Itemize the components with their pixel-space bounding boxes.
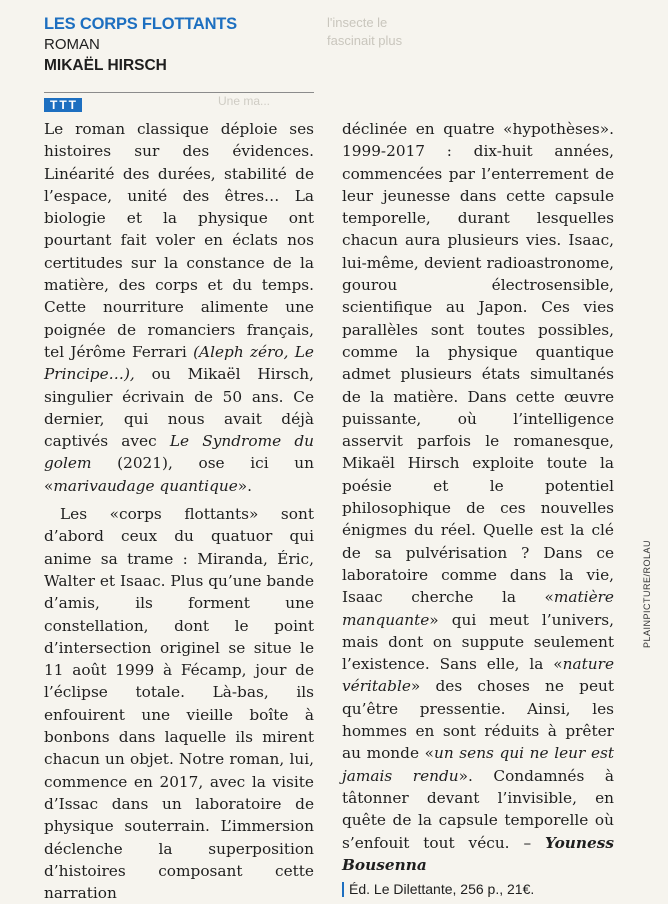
bleed-through-text: l'insecte le fascinait plus bbox=[327, 15, 403, 48]
article-header bbox=[44, 14, 314, 75]
paragraph-text: (2021), ose ici un « bbox=[44, 454, 314, 495]
review-column-2 bbox=[342, 118, 614, 900]
paragraph-text: » qui meut l’univers, mais dont on suppute seulement l’existence. Sans elle, la « bbox=[342, 610, 614, 674]
review-signature: Youness Bousenna bbox=[342, 833, 614, 874]
cited-book: Le Syndrome du golem bbox=[44, 432, 314, 473]
quote: un sens qui ne leur est jamais rendu bbox=[342, 744, 614, 785]
review-paragraph-1 bbox=[44, 118, 314, 497]
review-column-1 bbox=[44, 118, 314, 904]
book-author: MIKAËL HIRSCH bbox=[44, 57, 167, 74]
cited-works: (Aleph zéro, Le Principe…), bbox=[44, 342, 314, 384]
rating-badge bbox=[44, 98, 82, 112]
rating-letter-1: T bbox=[49, 98, 58, 112]
book-title: LES CORPS FLOTTANTS bbox=[44, 15, 237, 33]
paragraph-text: » des choses ne peut qu’être pressentie. Ainsi, les hommes en sont réduits à prêter au monde « bbox=[342, 677, 614, 763]
quote: nature véritable bbox=[342, 655, 614, 696]
dash: – bbox=[509, 833, 545, 852]
rating-letter-2: T bbox=[59, 98, 67, 112]
paragraph-text: déclinée en quatre «hypothèses». 1999-2017 : dix-huit années, commencées par l’enterrement de leur jeunesse dans cette capsule temporelle, durant lesquelles chacun aura plusieurs vies. Isaac, lui-même, devient radioastronome, gourou électrosensible, scientifique au Japon. Ces vies parallèles sont toutes possibles, comme la physique quantique admet plusieurs états simultanés de la matière. Dans cette œuvre puissante, où l’intelligence asservit parfois le romanesque, Mikaël Hirsch exploite toute la poésie et le potentiel philosophique de ces nouvelles énigmes du réel. Quelle est la clé de sa pulvérisation ? Dans ce laboratoire comme dans la vie, Isaac cherche la « bbox=[342, 120, 614, 607]
paragraph-text: ». Condamnés à tâtonner devant l’invisible, en quête de la capsule temporelle où s’enfouit tout vécu. bbox=[342, 766, 614, 852]
paragraph-text: Le roman classique déploie ses histoires sur des évidences. Linéarité des durées, stabilité de l’espace, unité des êtres… La biologie et la physique ont pourtant fait voler en éclats nos certitudes sur la constance de la matière, des corps et du temps. Cette nourriture alimente une poignée de romanciers français, tel Jérôme Ferrari bbox=[44, 120, 314, 361]
paragraph-text: ou Mikaël Hirsch, singulier écrivain de 50 ans. Ce dernier, qui nous avait déjà captivés avec bbox=[44, 365, 314, 451]
paragraph-text: ». bbox=[237, 476, 253, 495]
review-paragraph-3 bbox=[342, 118, 614, 876]
quote: marivaudage quantique bbox=[53, 476, 238, 495]
book-genre: ROMAN bbox=[44, 36, 100, 53]
quote: matière manquante bbox=[342, 588, 614, 629]
header-divider bbox=[44, 92, 314, 93]
review-paragraph-2: Les «corps flottants» sont d’abord ceux du quatuor qui anime sa trame : Miranda, Éric, Walter et Isaac. Plus qu’une bande d’amis, ils forment une constellation, dont le point d’intersection originel se situe le 11 août 1999 à Fécamp, jour de l’éclipse totale. Là-bas, ils enfouirent une vieille boîte à bonbons dans laquelle ils mirent chacun un objet. Notre roman, lui, commence en 2017, avec la visite d’Issac dans un laboratoire de physique souterrain. L’immersion déclenche la superposition d’histoires composant cette narration bbox=[44, 505, 314, 903]
publisher-text: Éd. Le Dilettante, 256 p., 21€. bbox=[349, 881, 535, 898]
rating-letter-3: T bbox=[68, 98, 77, 112]
publisher-bar bbox=[342, 882, 344, 897]
publisher-info bbox=[342, 878, 614, 900]
photo-credit: PLAINPICTURE/ROLAU bbox=[642, 539, 652, 648]
bleed-through-text-2: Une ma... bbox=[218, 94, 271, 108]
